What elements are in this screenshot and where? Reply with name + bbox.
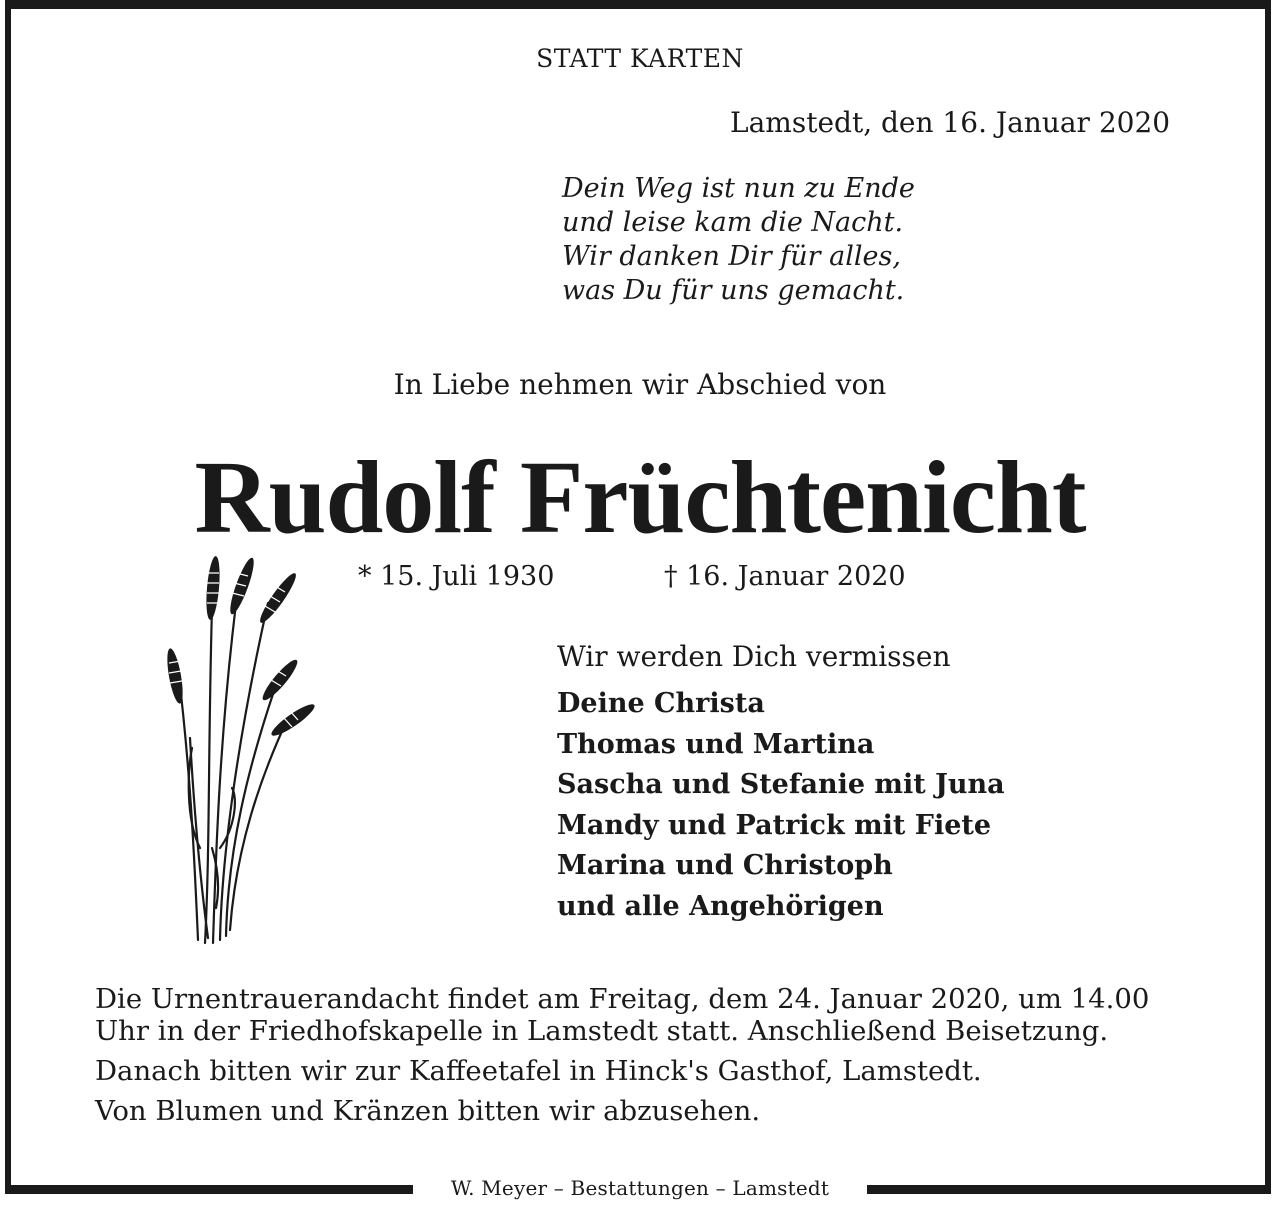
birth-date: * 15. Juli 1930 xyxy=(358,561,555,592)
mourner-name: Thomas und Martina xyxy=(557,728,875,760)
mourner-name: Marina und Christoph xyxy=(557,850,893,881)
poem-line: was Du für uns gemacht. xyxy=(562,275,905,306)
mourner-name: Sascha und Stefanie mit Juna xyxy=(557,769,1005,800)
poem-line: und leise kam die Nacht. xyxy=(562,207,904,238)
funeral-home-credit: W. Meyer – Bestattungen – Lamstedt xyxy=(450,1176,830,1200)
place-date: Lamstedt, den 16. Januar 2020 xyxy=(730,106,1171,139)
death-date: † 16. Januar 2020 xyxy=(664,561,906,592)
poem-line: Dein Weg ist nun zu Ende xyxy=(562,173,915,204)
bottom-rule-right xyxy=(867,1185,1271,1194)
bottom-rule-left xyxy=(5,1185,413,1194)
mourner-name: Deine Christa xyxy=(557,688,765,719)
mourners-intro: Wir werden Dich vermissen xyxy=(557,640,951,673)
farewell-intro: In Liebe nehmen wir Abschied von xyxy=(393,368,887,401)
flowers-notice: Von Blumen und Kränzen bitten wir abzusehen. xyxy=(95,1095,761,1127)
deceased-name: Rudolf Früchtenicht xyxy=(194,440,1086,555)
wheat-sheaf-icon xyxy=(150,548,320,948)
mourner-name: Mandy und Patrick mit Fiete xyxy=(557,809,992,841)
statt-karten-heading: STATT KARTEN xyxy=(536,44,744,73)
service-line: Uhr in der Friedhofskapelle in Lamstedt statt. Anschließend Beisetzung. xyxy=(95,1015,1109,1047)
service-line: Die Urnentrauerandacht findet am Freitag, dem 24. Januar 2020, um 14.00 xyxy=(95,983,1150,1015)
poem xyxy=(562,172,915,308)
coffee-notice: Danach bitten wir zur Kaffeetafel in Hinck's Gasthof, Lamstedt. xyxy=(95,1055,982,1087)
mourner-name: und alle Angehörigen xyxy=(557,890,884,922)
mourners-list xyxy=(557,684,1005,927)
poem-line: Wir danken Dir für alles, xyxy=(562,241,901,272)
service-notice xyxy=(95,983,1149,1127)
